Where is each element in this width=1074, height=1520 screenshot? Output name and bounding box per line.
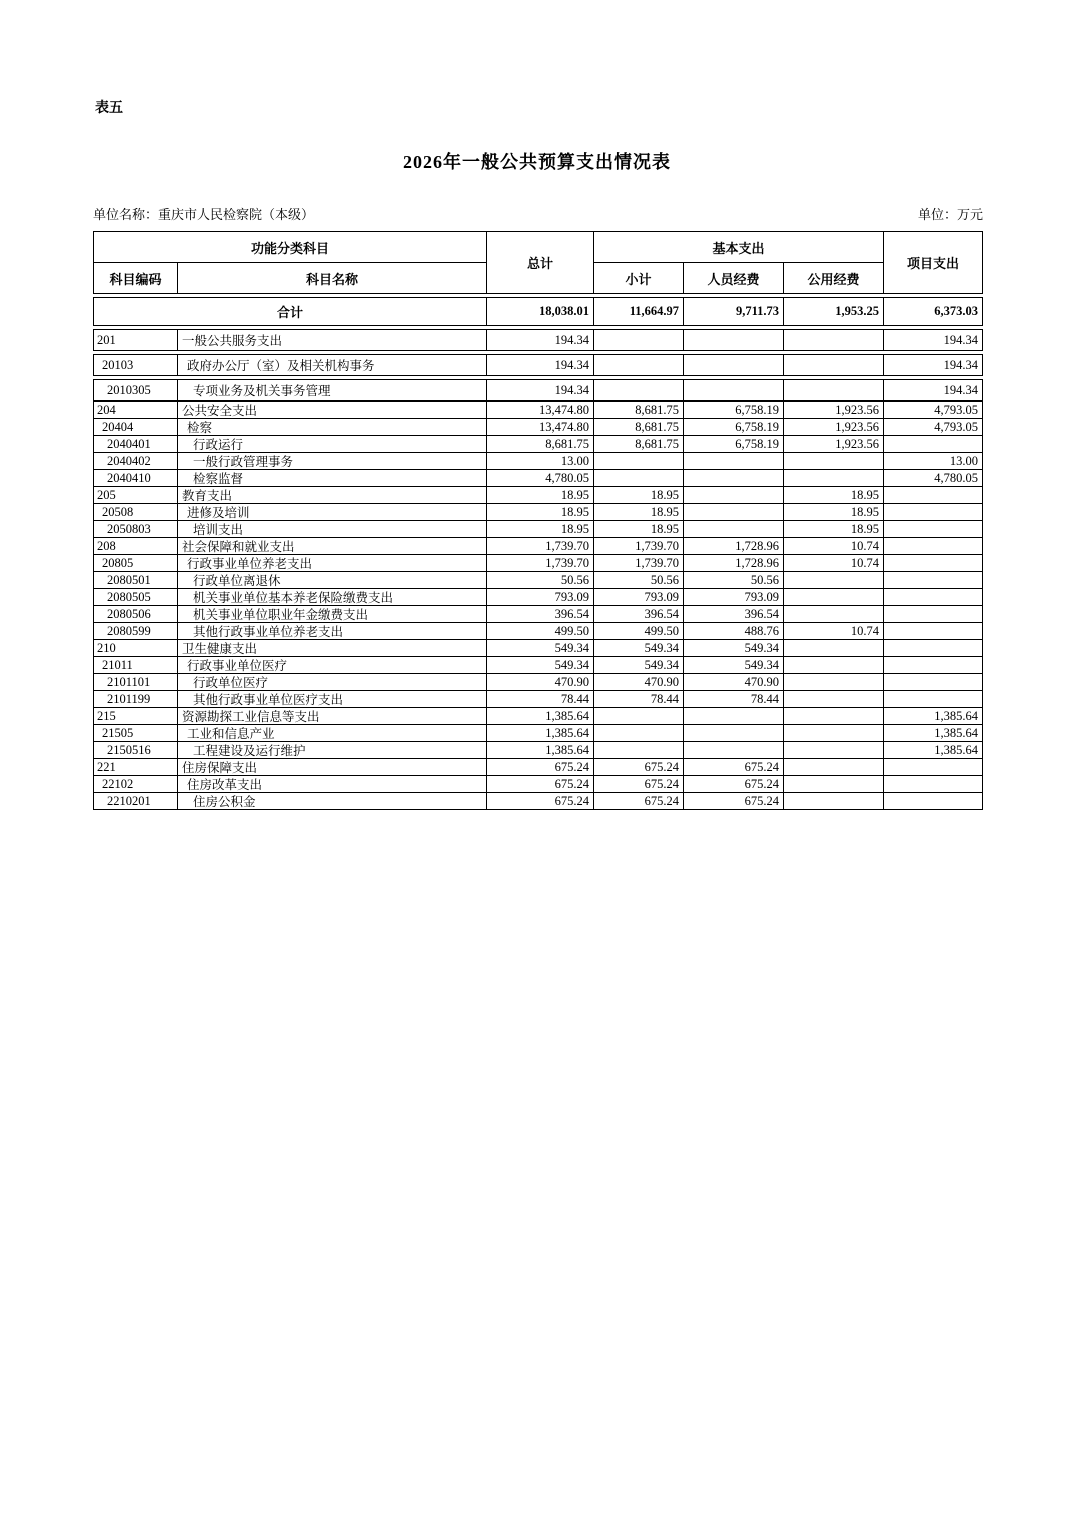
table-row <box>93 554 983 572</box>
cell-personnel-funds <box>684 330 784 350</box>
cell-basic-subtotal <box>594 330 684 350</box>
cell-subject-name: 行政事业单位养老支出 <box>178 555 487 571</box>
cell-project-expenditure <box>884 504 982 520</box>
cell-subject-name: 其他行政事业单位养老支出 <box>178 623 487 639</box>
cell-total: 18.95 <box>487 487 594 503</box>
cell-public-funds: 1,953.25 <box>784 298 884 325</box>
table-body <box>93 329 983 810</box>
cell-basic-subtotal: 18.95 <box>594 521 684 537</box>
cell-total: 675.24 <box>487 793 594 809</box>
cell-total: 18.95 <box>487 504 594 520</box>
cell-basic-subtotal: 1,739.70 <box>594 538 684 554</box>
cell-basic-subtotal: 1,739.70 <box>594 555 684 571</box>
cell-project-expenditure <box>884 623 982 639</box>
cell-public-funds <box>784 708 884 724</box>
cell-basic-subtotal: 11,664.97 <box>594 298 684 325</box>
cell-subject-code: 210 <box>94 640 178 656</box>
table-row <box>93 354 983 376</box>
cell-total: 1,385.64 <box>487 742 594 758</box>
cell-public-funds <box>784 742 884 758</box>
cell-total: 675.24 <box>487 776 594 792</box>
cell-total: 8,681.75 <box>487 436 594 452</box>
cell-public-funds: 18.95 <box>784 504 884 520</box>
cell-public-funds: 1,923.56 <box>784 436 884 452</box>
cell-basic-subtotal: 8,681.75 <box>594 436 684 452</box>
cell-total: 1,385.64 <box>487 725 594 741</box>
cell-subject-name: 住房改革支出 <box>178 776 487 792</box>
cell-subject-code: 22102 <box>94 776 178 792</box>
table-row <box>93 605 983 623</box>
table-row <box>93 588 983 606</box>
cell-total: 793.09 <box>487 589 594 605</box>
cell-total: 50.56 <box>487 572 594 588</box>
table-row <box>93 469 983 487</box>
cell-personnel-funds: 488.76 <box>684 623 784 639</box>
table-row <box>93 520 983 538</box>
cell-public-funds: 1,923.56 <box>784 402 884 418</box>
table-row <box>93 673 983 691</box>
cell-subject-name: 卫生健康支出 <box>178 640 487 656</box>
cell-personnel-funds: 549.34 <box>684 657 784 673</box>
cell-public-funds <box>784 572 884 588</box>
table-row <box>93 690 983 708</box>
cell-project-expenditure: 4,780.05 <box>934 470 978 485</box>
table-row <box>93 758 983 776</box>
cell-total: 1,739.70 <box>487 555 594 571</box>
cell-personnel-funds: 470.90 <box>684 674 784 690</box>
cell-total: 1,739.70 <box>487 538 594 554</box>
cell-project-expenditure <box>884 759 982 775</box>
cell-total: 194.34 <box>487 330 594 350</box>
cell-subject-code: 2210201 <box>94 793 178 809</box>
cell-total: 549.34 <box>487 657 594 673</box>
cell-project-expenditure <box>884 691 982 707</box>
cell-subject-code: 221 <box>94 759 178 775</box>
cell-basic-subtotal: 18.95 <box>594 504 684 520</box>
table-row <box>93 379 983 401</box>
cell-public-funds <box>784 793 884 809</box>
cell-subject-code: 2080505 <box>94 589 178 605</box>
cell-basic-subtotal: 549.34 <box>594 657 684 673</box>
cell-subject-code: 215 <box>94 708 178 724</box>
cell-public-funds: 18.95 <box>784 487 884 503</box>
cell-public-funds <box>784 355 884 375</box>
cell-total: 13,474.80 <box>487 402 594 418</box>
cell-personnel-funds: 6,758.19 <box>684 436 784 452</box>
cell-public-funds <box>784 380 884 400</box>
cell-basic-subtotal <box>594 742 684 758</box>
meta-line <box>93 204 983 223</box>
cell-project-expenditure <box>884 538 982 554</box>
cell-project-expenditure <box>884 555 982 571</box>
cell-personnel-funds: 675.24 <box>684 793 784 809</box>
table-row <box>93 775 983 793</box>
cell-project-expenditure: 4,793.05 <box>934 419 978 434</box>
cell-project-expenditure: 1,385.64 <box>934 742 978 757</box>
cell-total: 18.95 <box>487 521 594 537</box>
cell-public-funds <box>784 470 884 486</box>
cell-public-funds <box>784 640 884 656</box>
cell-subject-name: 行政单位医疗 <box>178 674 487 690</box>
table-row <box>93 639 983 657</box>
cell-project-expenditure: 1,385.64 <box>934 725 978 740</box>
cell-public-funds <box>784 657 884 673</box>
header-subtotal: 小计 <box>594 263 684 293</box>
cell-subject-name: 专项业务及机关事务管理 <box>178 380 487 400</box>
cell-public-funds: 10.74 <box>784 538 884 554</box>
cell-total: 4,780.05 <box>487 470 594 486</box>
cell-subject-name: 政府办公厅（室）及相关机构事务 <box>178 355 487 375</box>
cell-subject-code: 20404 <box>94 419 178 435</box>
cell-project-expenditure <box>884 793 982 809</box>
unit-measure: 单位：万元 <box>917 207 983 222</box>
grand-total-row <box>93 297 983 326</box>
budget-table <box>93 231 983 810</box>
cell-subject-name: 资源勘探工业信息等支出 <box>178 708 487 724</box>
cell-basic-subtotal <box>594 708 684 724</box>
table-row <box>93 707 983 725</box>
cell-subject-name: 住房公积金 <box>178 793 487 809</box>
cell-total: 194.34 <box>487 380 594 400</box>
cell-basic-subtotal: 470.90 <box>594 674 684 690</box>
cell-public-funds: 10.74 <box>784 623 884 639</box>
cell-subject-name: 培训支出 <box>178 521 487 537</box>
cell-personnel-funds: 675.24 <box>684 776 784 792</box>
cell-personnel-funds: 1,728.96 <box>684 538 784 554</box>
header-functional-classification: 功能分类科目 <box>94 232 486 263</box>
cell-total: 396.54 <box>487 606 594 622</box>
cell-basic-subtotal: 675.24 <box>594 793 684 809</box>
cell-subject-code: 2010305 <box>94 380 178 400</box>
cell-subject-name: 教育支出 <box>178 487 487 503</box>
page-tag: 表五 <box>95 99 123 115</box>
cell-subject-name: 其他行政事业单位医疗支出 <box>178 691 487 707</box>
cell-subject-name: 住房保障支出 <box>178 759 487 775</box>
cell-basic-subtotal <box>594 453 684 469</box>
header-project-expenditure: 项目支出 <box>906 256 959 271</box>
cell-total: 194.34 <box>487 355 594 375</box>
cell-subject-code: 20103 <box>94 355 178 375</box>
cell-subject-name: 机关事业单位职业年金缴费支出 <box>178 606 487 622</box>
cell-subject-name: 一般公共服务支出 <box>178 330 487 350</box>
header-subject-code: 科目编码 <box>94 263 178 293</box>
cell-personnel-funds <box>684 521 784 537</box>
cell-personnel-funds <box>684 453 784 469</box>
cell-basic-subtotal: 675.24 <box>594 759 684 775</box>
cell-personnel-funds: 793.09 <box>684 589 784 605</box>
cell-personnel-funds: 396.54 <box>684 606 784 622</box>
cell-public-funds: 10.74 <box>784 555 884 571</box>
cell-subject-code: 2101199 <box>94 691 178 707</box>
cell-project-expenditure: 194.34 <box>943 357 978 372</box>
cell-personnel-funds <box>684 470 784 486</box>
cell-subject-code: 20805 <box>94 555 178 571</box>
header-personnel-funds: 人员经费 <box>684 263 784 293</box>
cell-subject-code: 21505 <box>94 725 178 741</box>
cell-subject-code: 2080501 <box>94 572 178 588</box>
cell-public-funds <box>784 330 884 350</box>
cell-total: 78.44 <box>487 691 594 707</box>
cell-project-expenditure <box>884 589 982 605</box>
cell-project-expenditure <box>884 657 982 673</box>
header-total: 总计 <box>487 232 594 293</box>
header-functional-group <box>94 232 487 293</box>
cell-basic-subtotal: 396.54 <box>594 606 684 622</box>
table-row <box>93 741 983 759</box>
table-header <box>93 231 983 294</box>
cell-public-funds: 1,923.56 <box>784 419 884 435</box>
cell-project-expenditure <box>884 640 982 656</box>
cell-subject-name: 工程建设及运行维护 <box>178 742 487 758</box>
cell-subject-name: 行政单位离退休 <box>178 572 487 588</box>
cell-basic-subtotal: 18.95 <box>594 487 684 503</box>
unit-name: 单位名称：重庆市人民检察院（本级） <box>93 207 315 222</box>
cell-subject-code: 2101101 <box>94 674 178 690</box>
cell-grand-total-label: 合计 <box>94 298 487 325</box>
cell-personnel-funds: 50.56 <box>684 572 784 588</box>
cell-basic-subtotal <box>594 725 684 741</box>
cell-personnel-funds <box>684 504 784 520</box>
header-basic-expenditure-group <box>594 232 884 293</box>
table-row <box>93 418 983 436</box>
cell-personnel-funds: 675.24 <box>684 759 784 775</box>
cell-subject-name: 检察监督 <box>178 470 487 486</box>
cell-subject-code: 204 <box>94 402 178 418</box>
cell-personnel-funds: 6,758.19 <box>684 419 784 435</box>
cell-total: 18,038.01 <box>487 298 594 325</box>
cell-subject-code: 2040410 <box>94 470 178 486</box>
cell-personnel-funds <box>684 487 784 503</box>
cell-public-funds <box>784 606 884 622</box>
cell-total: 13,474.80 <box>487 419 594 435</box>
cell-project-expenditure <box>884 487 982 503</box>
cell-public-funds <box>784 691 884 707</box>
cell-project-expenditure <box>884 572 982 588</box>
table-row <box>93 571 983 589</box>
cell-subject-code: 2050803 <box>94 521 178 537</box>
cell-subject-code: 208 <box>94 538 178 554</box>
cell-project-expenditure: 194.34 <box>943 382 978 397</box>
cell-project-expenditure: 194.34 <box>943 332 978 347</box>
cell-personnel-funds: 1,728.96 <box>684 555 784 571</box>
header-subject-name: 科目名称 <box>305 271 358 287</box>
cell-subject-code: 2080599 <box>94 623 178 639</box>
cell-basic-subtotal: 793.09 <box>594 589 684 605</box>
cell-project-expenditure: 13.00 <box>949 453 978 468</box>
cell-subject-name: 社会保障和就业支出 <box>178 538 487 554</box>
cell-subject-code: 205 <box>94 487 178 503</box>
cell-total: 1,385.64 <box>487 708 594 724</box>
cell-basic-subtotal: 675.24 <box>594 776 684 792</box>
cell-subject-code: 201 <box>94 330 178 350</box>
cell-subject-name: 工业和信息产业 <box>178 725 487 741</box>
cell-public-funds <box>784 453 884 469</box>
cell-project-expenditure <box>884 674 982 690</box>
table-row <box>93 656 983 674</box>
cell-subject-code: 2040401 <box>94 436 178 452</box>
cell-subject-code: 21011 <box>94 657 178 673</box>
cell-public-funds: 18.95 <box>784 521 884 537</box>
cell-total: 470.90 <box>487 674 594 690</box>
table-row <box>93 329 983 351</box>
cell-basic-subtotal: 50.56 <box>594 572 684 588</box>
cell-subject-name: 进修及培训 <box>178 504 487 520</box>
table-row <box>93 435 983 453</box>
cell-total: 499.50 <box>487 623 594 639</box>
cell-personnel-funds: 9,711.73 <box>684 298 784 325</box>
cell-subject-name: 一般行政管理事务 <box>178 453 487 469</box>
cell-project-expenditure <box>884 436 982 452</box>
cell-public-funds <box>784 776 884 792</box>
cell-personnel-funds <box>684 380 784 400</box>
table-row <box>93 622 983 640</box>
cell-public-funds <box>784 674 884 690</box>
cell-subject-name: 行政运行 <box>178 436 487 452</box>
cell-project-expenditure <box>884 776 982 792</box>
cell-total: 675.24 <box>487 759 594 775</box>
cell-personnel-funds <box>684 725 784 741</box>
header-basic-expenditure: 基本支出 <box>594 232 883 263</box>
cell-total: 13.00 <box>487 453 594 469</box>
cell-basic-subtotal: 549.34 <box>594 640 684 656</box>
cell-personnel-funds: 78.44 <box>684 691 784 707</box>
cell-public-funds <box>784 759 884 775</box>
cell-personnel-funds: 549.34 <box>684 640 784 656</box>
cell-personnel-funds <box>684 742 784 758</box>
cell-basic-subtotal <box>594 380 684 400</box>
cell-subject-name: 机关事业单位基本养老保险缴费支出 <box>178 589 487 605</box>
cell-basic-subtotal <box>594 470 684 486</box>
cell-subject-code: 2080506 <box>94 606 178 622</box>
cell-project-expenditure: 6,373.03 <box>934 304 978 318</box>
table-row <box>93 724 983 742</box>
cell-basic-subtotal <box>594 355 684 375</box>
cell-basic-subtotal: 8,681.75 <box>594 419 684 435</box>
cell-subject-name: 行政事业单位医疗 <box>178 657 487 673</box>
cell-project-expenditure <box>884 606 982 622</box>
cell-subject-code: 2040402 <box>94 453 178 469</box>
cell-subject-name: 公共安全支出 <box>178 402 487 418</box>
table-row <box>93 401 983 419</box>
page-title: 2026年一般公共预算支出情况表 <box>403 152 671 172</box>
cell-personnel-funds <box>684 708 784 724</box>
cell-project-expenditure: 1,385.64 <box>934 708 978 723</box>
cell-personnel-funds: 6,758.19 <box>684 402 784 418</box>
cell-basic-subtotal: 499.50 <box>594 623 684 639</box>
table-row <box>93 503 983 521</box>
cell-total: 549.34 <box>487 640 594 656</box>
cell-project-expenditure <box>884 521 982 537</box>
cell-basic-subtotal: 8,681.75 <box>594 402 684 418</box>
cell-subject-code: 20508 <box>94 504 178 520</box>
table-row <box>93 537 983 555</box>
cell-basic-subtotal: 78.44 <box>594 691 684 707</box>
cell-subject-code: 2150516 <box>94 742 178 758</box>
cell-subject-name: 检察 <box>178 419 487 435</box>
table-row <box>93 792 983 810</box>
cell-personnel-funds <box>684 355 784 375</box>
cell-project-expenditure: 4,793.05 <box>934 402 978 417</box>
table-row <box>93 486 983 504</box>
cell-public-funds <box>784 589 884 605</box>
table-row <box>93 452 983 470</box>
cell-public-funds <box>784 725 884 741</box>
header-public-funds: 公用经费 <box>807 271 860 287</box>
